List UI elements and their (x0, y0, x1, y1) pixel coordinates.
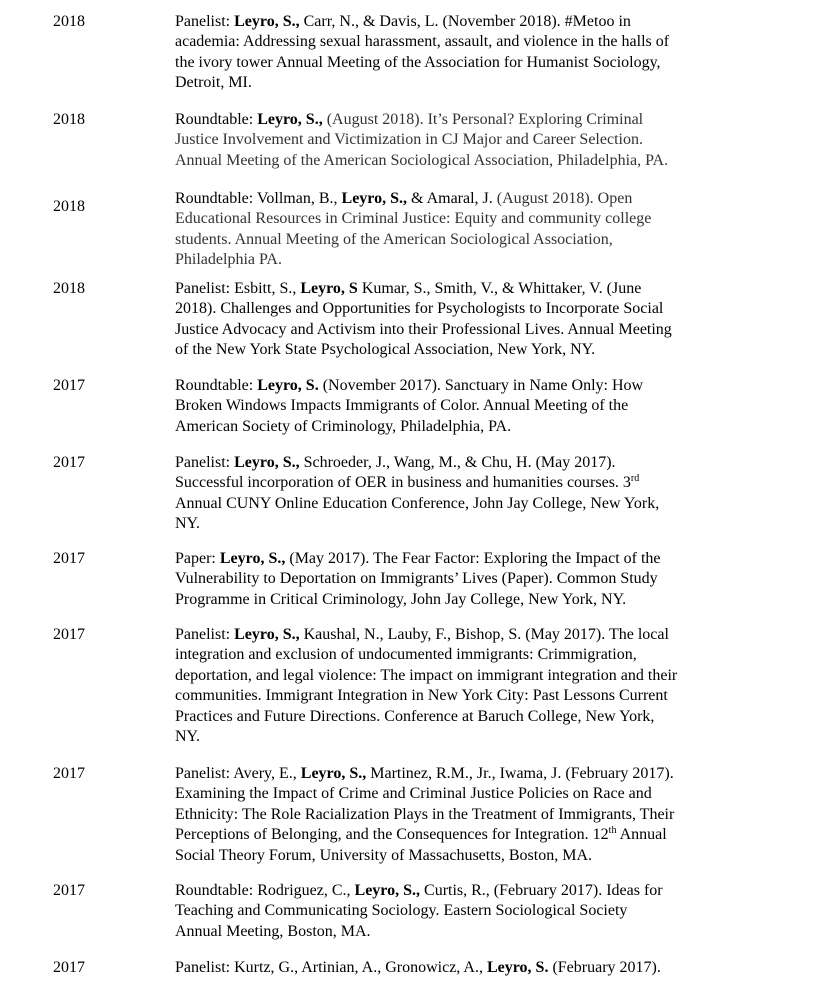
citation-text: Panelist: Kurtz, G., Artinian, A., Gronowicz, A., (175, 959, 487, 976)
citation-text: Paper: (175, 550, 220, 567)
citation-line (175, 189, 755, 209)
citation-text: & Amaral, J. (407, 190, 497, 207)
citation-line (175, 279, 755, 299)
citation-line (175, 686, 755, 706)
author-highlight: Leyro, S., (354, 882, 421, 899)
entry-year: 2017 (53, 550, 85, 567)
citation-text: NY. (175, 727, 201, 745)
citation-text: Carr, N., & Davis, L. (November 2018). #Metoo in (299, 13, 631, 30)
citation-line (175, 922, 755, 942)
citation-text: (May 2017). The Fear Factor: Exploring the Impact of the (285, 550, 661, 567)
citation-line (175, 340, 755, 360)
citation-text: of the New York State Psychological Association, New York, NY. (175, 341, 596, 359)
citation-text: deportation, and legal violence: The impact on immigrant integration and their (175, 666, 678, 684)
citation-line (175, 250, 755, 270)
citation-line (175, 453, 755, 473)
citation-text: Ethnicity: The Role Racialization Plays in the Treatment of Immigrants, Their (175, 805, 675, 823)
citation-line (175, 73, 755, 93)
entry-year: 2017 (53, 454, 85, 471)
citation-line (175, 32, 755, 52)
citation-text: Roundtable: Vollman, B., (175, 190, 342, 207)
citation-text: Panelist: (175, 454, 235, 471)
author-highlight: Leyro, S. (257, 377, 319, 394)
citation-line (175, 417, 755, 437)
citation-line (175, 151, 755, 171)
author-highlight: Leyro, S. (486, 959, 549, 976)
entry-citation (175, 625, 755, 747)
citation-text: Annual (616, 826, 667, 844)
entry-citation (175, 189, 755, 271)
entry-citation (175, 12, 755, 94)
citation-line (175, 645, 755, 665)
citation-text: Panelist: (175, 626, 235, 643)
citation-line (175, 625, 755, 645)
citation-line (175, 764, 755, 784)
citation-text: Broken Windows Impacts Immigrants of Color. Annual Meeting of the (175, 397, 629, 415)
citation-text: Panelist: Avery, E., (175, 765, 301, 782)
citation-line (175, 230, 755, 250)
citation-text: Teaching and Communicating Sociology. Eastern Sociological Society (175, 902, 628, 920)
citation-text: Perceptions of Belonging, and the Consequences for Integration. 12 (175, 826, 609, 844)
entry-year: 2017 (53, 959, 85, 976)
citation-text: communities. Immigrant Integration in New York City: Past Lessons Current (175, 687, 668, 705)
citation-line (175, 494, 755, 514)
author-highlight: Leyro, S., (341, 190, 408, 207)
citation-text: Annual Meeting of the American Sociological Association, Philadelphia, PA. (175, 151, 669, 169)
entry-citation (175, 958, 755, 978)
citation-line (175, 958, 755, 978)
author-highlight: Leyro, S., (234, 454, 300, 471)
citation-text: (November 2017). Sanctuary in Name Only: How (318, 377, 644, 394)
citation-line (175, 707, 755, 727)
citation-line (175, 825, 755, 845)
ordinal-suffix: rd (630, 473, 640, 485)
citation-text: Examining the Impact of Crime and Criminal Justice Policies on Race and (175, 785, 652, 803)
citation-text: 2018). Challenges and Opportunities for Psychologists to Incorporate Social (175, 300, 664, 318)
citation-text: American Society of Criminology, Philadelphia, PA. (175, 417, 512, 435)
citation-text: (August 2018). Open (496, 190, 633, 207)
citation-text: students. Annual Meeting of the American Sociological Association, (175, 230, 613, 248)
citation-text: Annual Meeting, Boston, MA. (175, 922, 371, 940)
author-highlight: Leyro, S (300, 280, 358, 297)
entry-citation (175, 376, 755, 437)
citation-line (175, 12, 755, 32)
citation-line (175, 805, 755, 825)
citation-text: Roundtable: Rodriguez, C., (175, 882, 355, 899)
citation-line (175, 514, 755, 534)
entry-citation (175, 764, 755, 866)
citation-line (175, 569, 755, 589)
citation-line (175, 666, 755, 686)
citation-text: Curtis, R., (February 2017). Ideas for (420, 882, 663, 899)
entry-citation (175, 549, 755, 610)
citation-line (175, 784, 755, 804)
citation-line (175, 376, 755, 396)
author-highlight: Leyro, S., (219, 550, 286, 567)
entry-year: 2017 (53, 626, 85, 643)
entry-year: 2017 (53, 765, 85, 782)
entry-citation (175, 110, 755, 171)
citation-text: Panelist: (175, 13, 235, 30)
citation-text: Kaushal, N., Lauby, F., Bishop, S. (May 2017). The local (299, 626, 669, 643)
citation-text: academia: Addressing sexual harassment, assault, and violence in the halls of (175, 33, 670, 51)
citation-text: Justice Involvement and Victimization in CJ Major and Career Selection. (175, 131, 643, 149)
citation-line (175, 727, 755, 747)
citation-line (175, 209, 755, 229)
citation-text: Panelist: Esbitt, S., (175, 280, 301, 297)
citation-line (175, 110, 755, 130)
citation-text: Practices and Future Directions. Conference at Baruch College, New York, (175, 707, 655, 725)
citation-text: Educational Resources in Criminal Justice: Equity and community college (175, 210, 652, 228)
citation-text: Philadelphia PA. (175, 251, 282, 269)
citation-line (175, 846, 755, 866)
citation-text: Programme in Critical Criminology, John Jay College, New York, NY. (175, 590, 627, 608)
citation-text: Roundtable: (175, 377, 258, 394)
citation-line (175, 396, 755, 416)
entry-citation (175, 279, 755, 361)
citation-text: Roundtable: (175, 111, 258, 128)
citation-text: the ivory tower Annual Meeting of the Association for Humanist Sociology, (175, 53, 661, 71)
citation-line (175, 130, 755, 150)
citation-line (175, 590, 755, 610)
citation-text: Social Theory Forum, University of Massachusetts, Boston, MA. (175, 846, 593, 864)
citation-text: Detroit, MI. (175, 74, 252, 92)
citation-text: NY. (175, 515, 201, 533)
citation-line (175, 881, 755, 901)
citation-text: Successful incorporation of OER in business and humanities courses. 3 (175, 474, 631, 492)
citation-text: Kumar, S., Smith, V., & Whittaker, V. (June (357, 280, 642, 297)
citation-line (175, 549, 755, 569)
citation-text: Schroeder, J., Wang, M., & Chu, H. (May 2017). (299, 454, 616, 471)
entry-year: 2018 (53, 111, 85, 128)
citation-line (175, 53, 755, 73)
entry-year: 2018 (53, 280, 85, 297)
citation-text: (August 2018). It’s Personal? Exploring Criminal (322, 111, 644, 128)
entry-year: 2017 (53, 377, 85, 394)
citation-line (175, 473, 755, 493)
entry-year: 2017 (53, 882, 85, 899)
citation-text: Justice Advocacy and Activism into their Professional Lives. Annual Meeting (175, 320, 672, 338)
citation-line (175, 299, 755, 319)
ordinal-suffix: th (608, 825, 617, 837)
entry-citation (175, 453, 755, 535)
citation-line (175, 901, 755, 921)
author-highlight: Leyro, S., (257, 111, 323, 128)
entry-citation (175, 881, 755, 942)
author-highlight: Leyro, S., (234, 13, 300, 30)
author-highlight: Leyro, S., (234, 626, 300, 643)
citation-text: Vulnerability to Deportation on Immigrants’ Lives (Paper). Common Study (175, 570, 658, 588)
citation-line (175, 320, 755, 340)
entry-year: 2018 (53, 13, 85, 30)
author-highlight: Leyro, S., (300, 765, 367, 782)
citation-text: (February 2017). (548, 959, 661, 976)
entry-year: 2018 (53, 198, 85, 215)
citation-text: Martinez, R.M., Jr., Iwama, J. (February 2017). (366, 765, 674, 782)
citation-text: integration and exclusion of undocumented immigrants: Crimmigration, (175, 646, 637, 664)
citation-text: Annual CUNY Online Education Conference, John Jay College, New York, (175, 494, 660, 512)
